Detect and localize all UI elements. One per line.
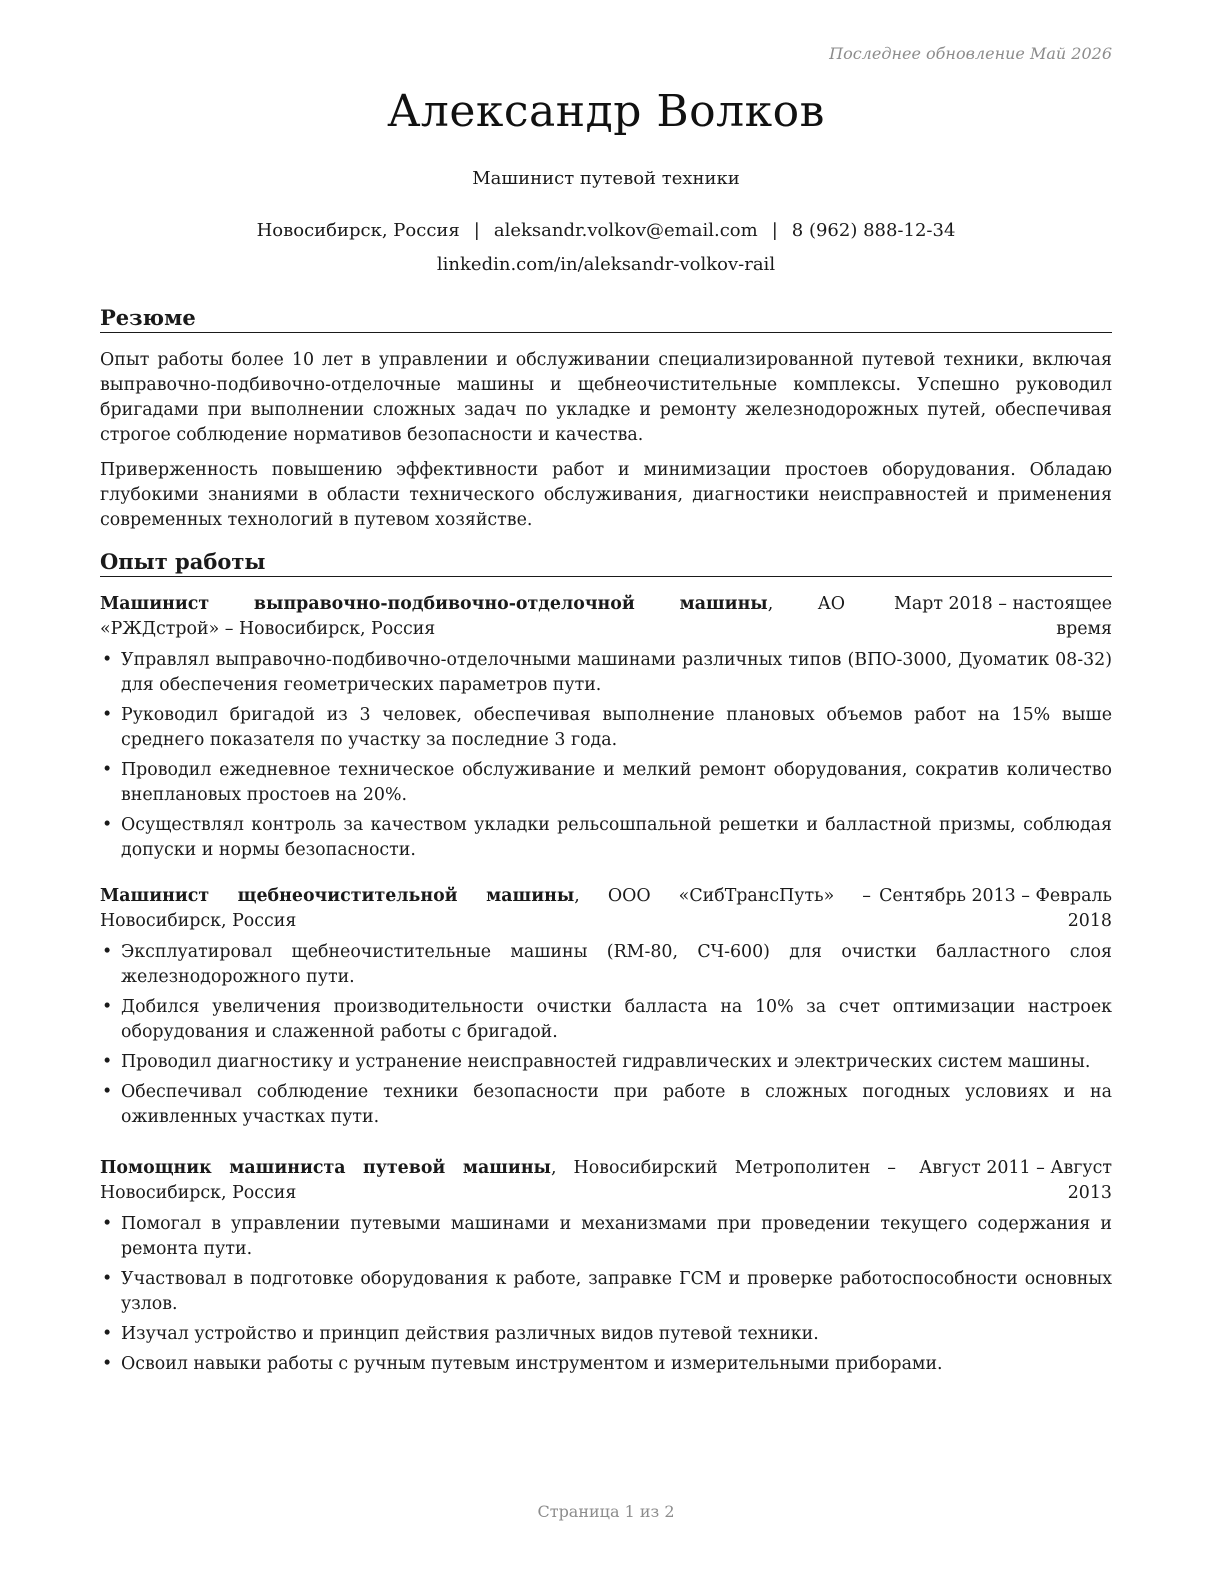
phone: 8 (962) 888-12-34 xyxy=(791,220,956,241)
location: Новосибирск, Россия xyxy=(256,220,460,241)
bullet-icon: • xyxy=(102,705,113,725)
list-item: • Добился увеличения производительности очистки балласта на 10% за счет оптимизации настроек оборудования и слаженной работы с бригадой. xyxy=(102,997,1112,1042)
bullet-icon: • xyxy=(102,1324,113,1344)
experience-heading: Опыт работы xyxy=(100,549,1112,577)
job-entry xyxy=(100,592,1112,868)
job-header xyxy=(100,1156,1112,1206)
summary-heading: Резюме xyxy=(100,305,1112,333)
job-position: Машинист щебнеочистительной машины xyxy=(100,886,575,906)
job-company: , Новосибирский Метрополитен – Новосибирск, Россия xyxy=(100,1158,897,1203)
job-dates: Август 2011 – Август 2013 xyxy=(919,1158,1112,1203)
job-bullets xyxy=(100,940,1112,1130)
list-item: • Проводил ежедневное техническое обслуживание и мелкий ремонт оборудования, сократив количество внеплановых простоев на 20%. xyxy=(102,760,1112,805)
candidate-name: Александр Волков xyxy=(387,86,825,137)
page-number: Страница 1 из 2 xyxy=(537,1502,675,1521)
job-position-company xyxy=(100,592,845,642)
bullet-icon: • xyxy=(102,760,113,780)
job-entry xyxy=(100,884,1112,1135)
job-position: Машинист выправочно-подбивочно-отделочной машины xyxy=(100,594,768,614)
job-position: Помощник машиниста путевой машины xyxy=(100,1158,551,1178)
bullet-icon: • xyxy=(102,1052,113,1072)
last-updated: Последнее обновление Май 2026 xyxy=(829,44,1112,63)
email-link[interactable]: aleksandr.volkov@email.com xyxy=(493,220,758,241)
contact-line xyxy=(100,220,1112,241)
job-dates: Сентябрь 2013 – Февраль 2018 xyxy=(879,886,1112,931)
bullet-icon: • xyxy=(102,1269,113,1289)
bullet-icon: • xyxy=(102,1354,113,1374)
separator: | xyxy=(771,220,778,241)
job-header xyxy=(100,592,1112,642)
job-company: , АО «РЖДстрой» – Новосибирск, Россия xyxy=(100,594,846,639)
list-item: • Освоил навыки работы с ручным путевым инструментом и измерительными приборами. xyxy=(100,1352,1112,1377)
job-title: Машинист путевой техники xyxy=(472,168,740,189)
list-item: • Участвовал в подготовке оборудования к работе, заправке ГСМ и проверке работоспособности основных узлов. xyxy=(102,1269,1112,1314)
bullet-icon: • xyxy=(102,1214,113,1234)
bullet-icon: • xyxy=(102,650,113,670)
job-position-company xyxy=(100,1156,896,1206)
bullet-icon: • xyxy=(102,1082,113,1102)
list-item: • Помогал в управлении путевыми машинами и механизмами при проведении текущего содержания и ремонта пути. xyxy=(102,1214,1112,1259)
list-item: • Обеспечивал соблюдение техники безопасности при работе в сложных погодных условиях и на оживленных участках пути. xyxy=(102,1082,1112,1127)
job-company: , ООО «СибТрансПуть» – Новосибирск, Россия xyxy=(100,886,871,931)
job-bullets xyxy=(100,1212,1112,1377)
bullet-icon: • xyxy=(102,997,113,1017)
resume-page xyxy=(100,0,1112,1584)
job-header xyxy=(100,884,1112,934)
bullet-icon: • xyxy=(102,942,113,962)
list-item: • Проводил диагностику и устранение неисправностей гидравлических и электрических систем машины. xyxy=(100,1050,1112,1075)
list-item: • Управлял выправочно-подбивочно-отделочными машинами различных типов (ВПО-3000, Дуоматик 08-32) для обеспечения геометрических параметров пути. xyxy=(102,650,1112,695)
list-item: • Осуществлял контроль за качеством укладки рельсошпальной решетки и балластной призмы, соблюдая допуски и нормы безопасности. xyxy=(102,815,1112,860)
bullet-icon: • xyxy=(102,815,113,835)
job-entry xyxy=(100,1156,1112,1382)
separator: | xyxy=(473,220,480,241)
job-position-company xyxy=(100,884,871,934)
list-item: • Эксплуатировал щебнеочистительные машины (RM-80, СЧ-600) для очистки балластного слоя железнодорожного пути. xyxy=(102,942,1112,987)
list-item: • Руководил бригадой из 3 человек, обеспечивая выполнение плановых объемов работ на 15% выше среднего показателя по участку за последние 3 года. xyxy=(102,705,1112,750)
summary-paragraph: Приверженность повышению эффективности работ и минимизации простоев оборудования. Обладаю глубокими знаниями в области технического обслуживания, диагностики неисправностей и применения современных технологий в путевом хозяйстве. xyxy=(100,460,1112,530)
job-dates: Март 2018 – настоящее время xyxy=(894,594,1112,639)
linkedin-link[interactable]: linkedin.com/in/aleksandr-volkov-rail xyxy=(436,254,776,275)
job-bullets xyxy=(100,648,1112,863)
summary-paragraph: Опыт работы более 10 лет в управлении и обслуживании специализированной путевой техники, включая выправочно-подбивочно-отделочные машины и щебнеочистительные комплексы. Успешно руководил бригадами при выполнении сложных задач по укладке и ремонту железнодорожных путей, обеспечивая строгое соблюдение нормативов безопасности и качества. xyxy=(100,350,1112,445)
list-item: • Изучал устройство и принцип действия различных видов путевой техники. xyxy=(100,1322,1112,1347)
